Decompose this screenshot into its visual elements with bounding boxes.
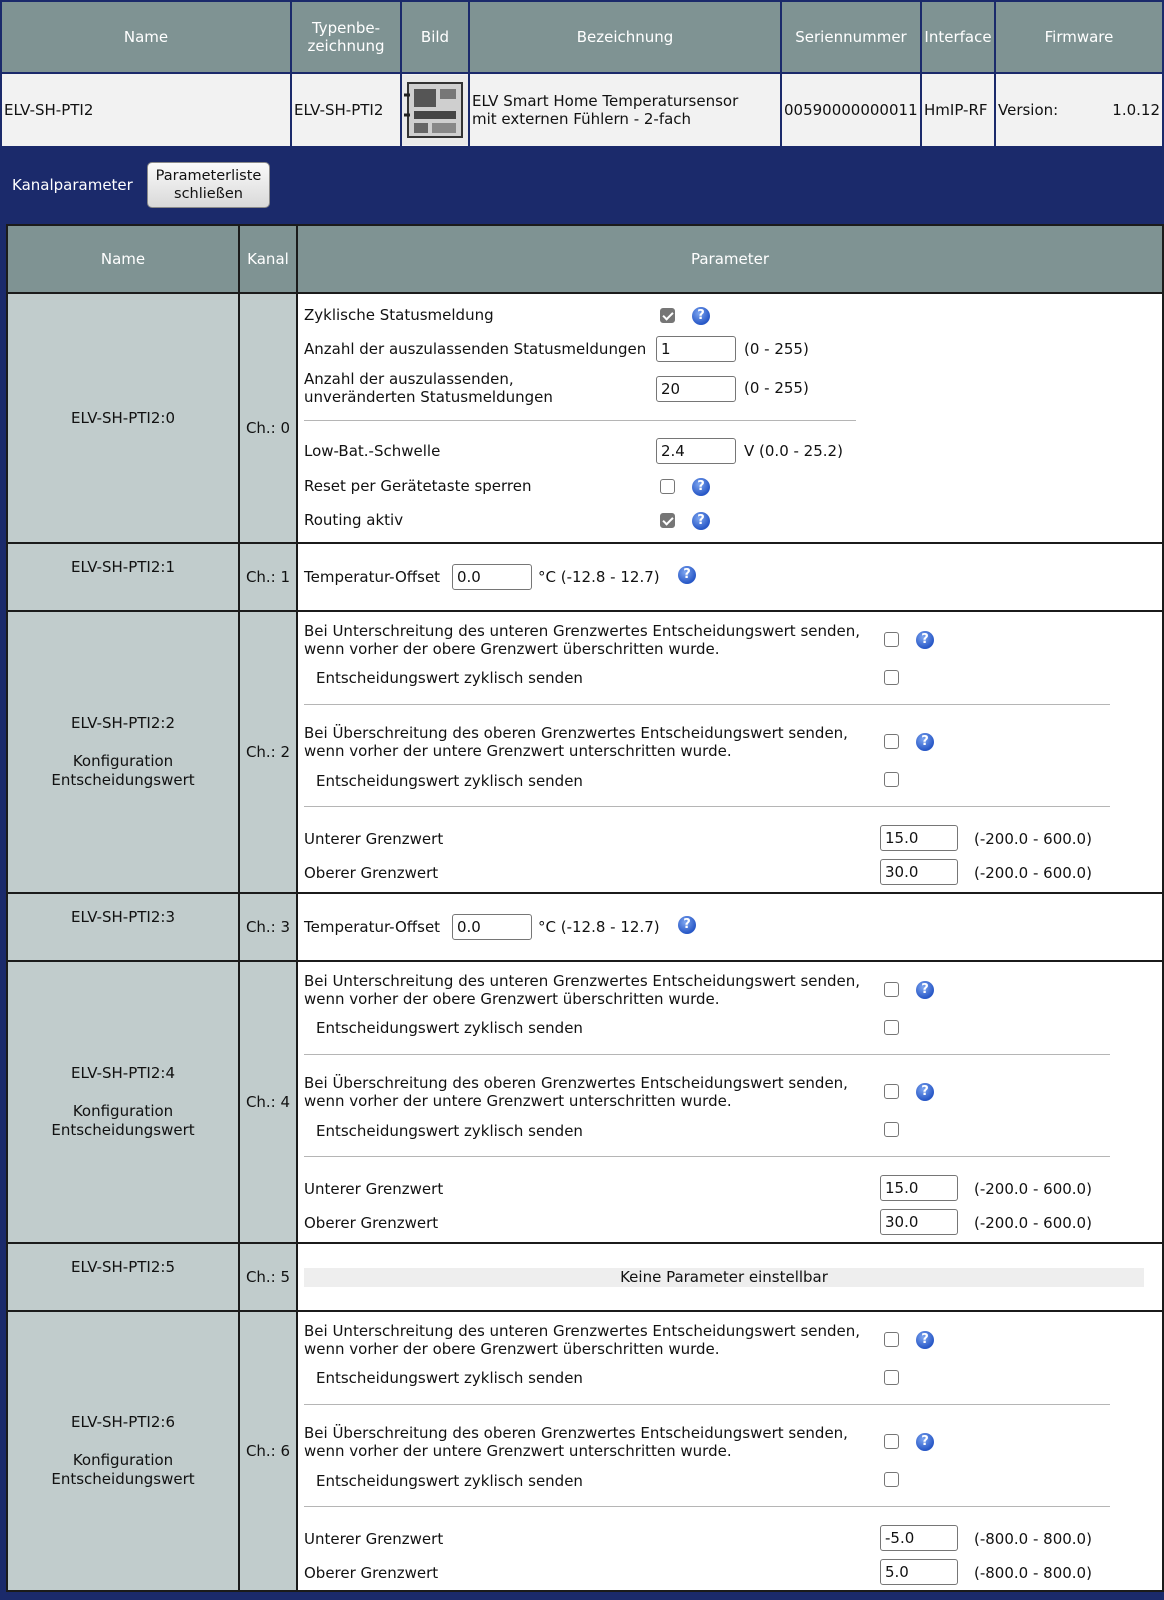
under-threshold-checkbox[interactable] [884,632,899,647]
help-icon[interactable]: ? [692,512,710,530]
channel-row-3 [7,893,1163,961]
channel-name-3: ELV-SH-PTI2:3 [7,893,239,961]
close-button-line-2: schließen [174,186,243,202]
skip-status-input[interactable] [656,336,736,362]
over-threshold-label-2: wenn vorher der untere Grenzwert unterschritten wurde. [304,1092,732,1110]
lower-limit-range: (-200.0 - 600.0) [974,830,1092,848]
channel-name-1: ELV-SH-PTI2:1 [7,543,239,611]
channel-params-2 [297,611,1163,893]
lower-limit-label: Unterer Grenzwert [304,1530,444,1548]
channel-row-5 [7,1243,1163,1311]
firmware-label: Version: [998,101,1059,119]
channel-name-4-title: ELV-SH-PTI2:4 [71,1064,175,1082]
help-icon[interactable]: ? [678,916,696,934]
channel-kanal-6: Ch.: 6 [239,1311,297,1591]
table-header-kanal: Kanal [239,225,297,293]
over-threshold-label-1: Bei Überschreitung des oberen Grenzwertes Entscheidungswert senden, [304,1424,848,1442]
under-threshold-label-2: wenn vorher der obere Grenzwert überschritten wurde. [304,640,720,658]
routing-label: Routing aktiv [304,511,404,529]
channel-params-3 [297,893,1163,961]
under-threshold-label-1: Bei Unterschreitung des unteren Grenzwertes Entscheidungswert senden, [304,1322,861,1340]
device-description-1: ELV Smart Home Temperatursensor [472,92,739,110]
col-interface-header: Interface [921,1,995,73]
help-icon[interactable]: ? [916,1331,934,1349]
table-header-parameter: Parameter [297,225,1163,293]
upper-limit-input[interactable] [880,1209,958,1235]
channel-row-1 [7,543,1163,611]
help-icon[interactable]: ? [916,631,934,649]
cyclic-send-label: Entscheidungswert zyklisch senden [316,772,583,790]
channel-params-4 [297,961,1163,1243]
upper-limit-label: Oberer Grenzwert [304,864,439,882]
routing-checkbox[interactable] [660,513,675,528]
lowbat-label: Low-Bat.-Schwelle [304,442,441,460]
skip-status-label: Anzahl der auszulassenden Statusmeldungen [304,340,647,358]
channel-name-4-sub-2: Entscheidungswert [51,1121,195,1139]
channel-kanal-3: Ch.: 3 [239,893,297,961]
close-button-line-1: Parameterliste [155,168,262,184]
lower-limit-range: (-200.0 - 600.0) [974,1180,1092,1198]
divider [304,420,856,421]
lower-limit-label: Unterer Grenzwert [304,1180,444,1198]
device-name: ELV-SH-PTI2 [1,73,291,147]
cyclic-send-label: Entscheidungswert zyklisch senden [316,1019,583,1037]
cyclic-send-label: Entscheidungswert zyklisch senden [316,1472,583,1490]
channel-name-6-sub-2: Entscheidungswert [51,1470,195,1488]
device-row [1,73,1163,147]
under-threshold-label-1: Bei Unterschreitung des unteren Grenzwertes Entscheidungswert senden, [304,622,861,640]
lower-limit-label: Unterer Grenzwert [304,830,444,848]
device-firmware [995,73,1163,147]
channel-name-0: ELV-SH-PTI2:0 [7,293,239,543]
help-icon[interactable]: ? [916,1083,934,1101]
device-type: ELV-SH-PTI2 [291,73,401,147]
cyclic-send-label: Entscheidungswert zyklisch senden [316,1369,583,1387]
lowbat-input[interactable] [656,438,736,464]
col-type-header-1: Typenbe- [311,19,381,37]
cyclic-send-checkbox[interactable] [884,1370,899,1385]
temperature-offset-label: Temperatur-Offset [304,568,441,586]
under-threshold-label-2: wenn vorher der obere Grenzwert überschritten wurde. [304,1340,720,1358]
help-icon[interactable]: ? [692,478,710,496]
channel-kanal-5: Ch.: 5 [239,1243,297,1311]
col-name-header: Name [1,1,291,73]
device-interface: HmIP-RF [921,73,995,147]
channel-name-4 [7,961,239,1243]
channel-kanal-4: Ch.: 4 [239,961,297,1243]
channel-table [6,224,1164,1592]
over-threshold-checkbox[interactable] [884,1084,899,1099]
channel-name-2-sub-2: Entscheidungswert [51,771,195,789]
upper-limit-range: (-800.0 - 800.0) [974,1564,1092,1582]
cyclic-send-label: Entscheidungswert zyklisch senden [316,1122,583,1140]
over-threshold-label-2: wenn vorher der untere Grenzwert unterschritten wurde. [304,742,732,760]
channel-params-5 [297,1243,1163,1311]
channel-kanal-0: Ch.: 0 [239,293,297,543]
no-parameters-notice: Keine Parameter einstellbar [304,1268,1144,1287]
table-header-name: Name [7,225,239,293]
col-type-header-2: zeichnung [307,37,385,55]
over-threshold-checkbox[interactable] [884,1434,899,1449]
channel-params-6 [297,1311,1163,1591]
channel-row-2 [7,611,1163,893]
divider [304,1506,1110,1507]
channel-name-6-title: ELV-SH-PTI2:6 [71,1413,175,1431]
channel-name-5: ELV-SH-PTI2:5 [7,1243,239,1311]
divider [304,806,1110,807]
upper-limit-range: (-200.0 - 600.0) [974,1214,1092,1232]
channel-row-4 [7,961,1163,1243]
reset-lock-checkbox[interactable] [660,479,675,494]
device-image [402,75,468,145]
firmware-version: 1.0.12 [1112,101,1160,119]
skip-unchanged-label-2: unveränderten Statusmeldungen [304,388,553,406]
device-description-2: mit externen Fühlern - 2-fach [472,110,692,128]
cyclic-send-checkbox[interactable] [884,1020,899,1035]
lowbat-range: V (0.0 - 25.2) [744,442,843,460]
channel-params-0 [297,293,1163,543]
toolbar [0,148,1164,226]
col-serial-header: Seriennummer [781,1,921,73]
temperature-offset-label: Temperatur-Offset [304,918,441,936]
channel-name-6 [7,1311,239,1591]
over-threshold-checkbox[interactable] [884,734,899,749]
col-firmware-header: Firmware [995,1,1163,73]
cyclic-status-checkbox[interactable] [660,308,675,323]
skip-unchanged-input[interactable] [656,376,736,402]
divider [304,1156,1110,1157]
device-image-cell [401,73,469,147]
lower-limit-input[interactable] [880,825,958,851]
lower-limit-input[interactable] [880,1525,958,1551]
col-image-header: Bild [401,1,469,73]
upper-limit-range: (-200.0 - 600.0) [974,864,1092,882]
channel-name-4-sub-1: Konfiguration [72,1102,174,1120]
skip-unchanged-range: (0 - 255) [744,379,809,397]
channel-kanal-2: Ch.: 2 [239,611,297,893]
help-icon[interactable]: ? [916,733,934,751]
lower-limit-input[interactable] [880,1175,958,1201]
divider [304,1404,1110,1405]
cyclic-status-label: Zyklische Statusmeldung [304,306,494,324]
help-icon[interactable]: ? [678,566,696,584]
channel-row-6 [7,1311,1163,1591]
channel-name-2 [7,611,239,893]
upper-limit-label: Oberer Grenzwert [304,1564,439,1582]
cyclic-send-checkbox[interactable] [884,1122,899,1137]
skip-status-range: (0 - 255) [744,340,809,358]
reset-lock-label: Reset per Gerätetaste sperren [304,477,532,495]
under-threshold-checkbox[interactable] [884,1332,899,1347]
channel-row-0 [7,293,1163,543]
channel-params-1 [297,543,1163,611]
over-threshold-label-2: wenn vorher der untere Grenzwert unterschritten wurde. [304,1442,732,1460]
col-type-header [291,1,401,73]
lower-limit-range: (-800.0 - 800.0) [974,1530,1092,1548]
help-icon[interactable]: ? [692,307,710,325]
channel-name-2-sub-1: Konfiguration [72,752,174,770]
under-threshold-checkbox[interactable] [884,982,899,997]
divider [304,704,1110,705]
cyclic-send-checkbox[interactable] [884,670,899,685]
divider [304,1054,1110,1055]
device-description [469,73,781,147]
device-serial: 00590000000011 [781,73,921,147]
cyclic-send-checkbox[interactable] [884,1472,899,1487]
under-threshold-label-2: wenn vorher der obere Grenzwert überschritten wurde. [304,990,720,1008]
upper-limit-label: Oberer Grenzwert [304,1214,439,1232]
over-threshold-label-1: Bei Überschreitung des oberen Grenzwertes Entscheidungswert senden, [304,1074,848,1092]
upper-limit-input[interactable] [880,1559,958,1585]
help-icon[interactable]: ? [916,981,934,999]
upper-limit-input[interactable] [880,859,958,885]
under-threshold-label-1: Bei Unterschreitung des unteren Grenzwertes Entscheidungswert senden, [304,972,861,990]
toolbar-label: Kanalparameter [12,176,133,194]
temperature-offset-input[interactable] [452,914,532,940]
device-table [0,0,1164,148]
temperature-offset-range: °C (-12.8 - 12.7) [538,918,660,936]
temperature-offset-range: °C (-12.8 - 12.7) [538,568,660,586]
channel-name-2-title: ELV-SH-PTI2:2 [71,714,175,732]
over-threshold-label-1: Bei Überschreitung des oberen Grenzwertes Entscheidungswert senden, [304,724,848,742]
temperature-offset-input[interactable] [452,564,532,590]
cyclic-send-label: Entscheidungswert zyklisch senden [316,669,583,687]
skip-unchanged-label-1: Anzahl der auszulassenden, [304,370,514,388]
close-parameter-list-button[interactable] [147,162,270,208]
channel-kanal-1: Ch.: 1 [239,543,297,611]
help-icon[interactable]: ? [916,1433,934,1451]
channel-name-6-sub-1: Konfiguration [72,1451,174,1469]
cyclic-send-checkbox[interactable] [884,772,899,787]
col-desc-header: Bezeichnung [469,1,781,73]
